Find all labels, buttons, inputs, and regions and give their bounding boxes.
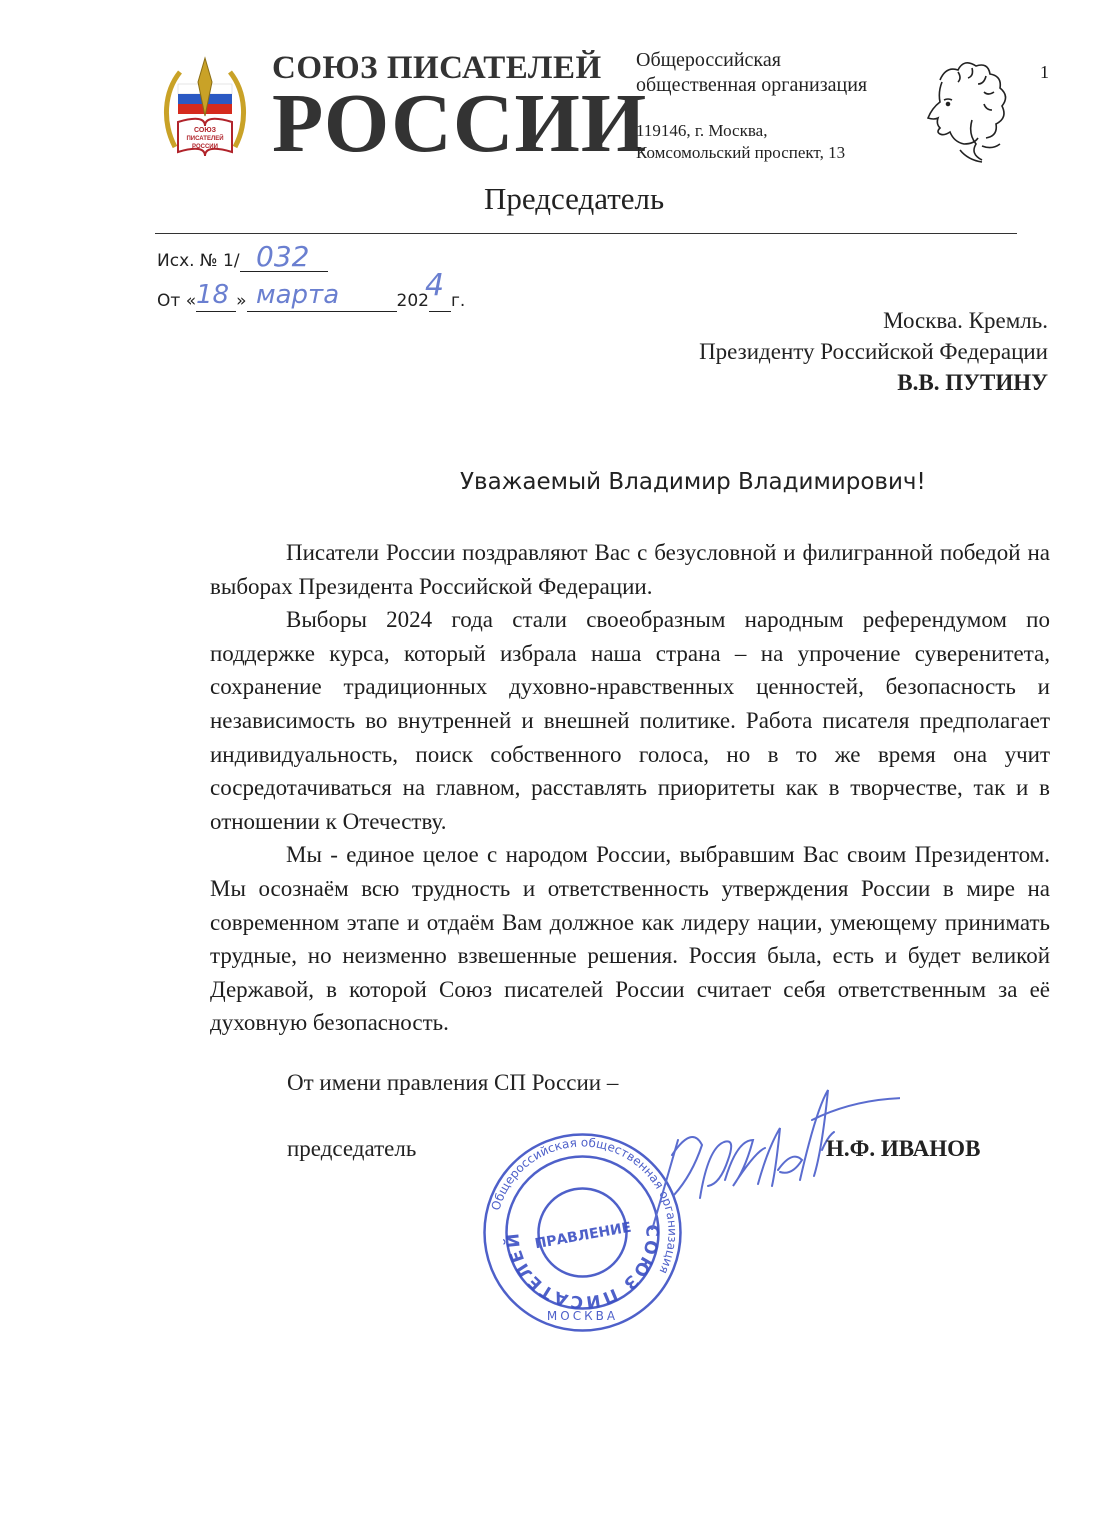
addressee-line2: Президенту Российской Федерации bbox=[699, 339, 1048, 364]
logo-text-1: СОЮЗ bbox=[194, 127, 216, 134]
pushkin-portrait-icon bbox=[900, 50, 1020, 168]
page-number: 1 bbox=[1040, 62, 1049, 82]
date-prefix: От « bbox=[157, 291, 197, 311]
date-month-handwritten: марта bbox=[256, 280, 340, 310]
letter-body bbox=[210, 536, 1050, 1040]
org-type-line2: общественная организация bbox=[636, 74, 868, 96]
outgoing-number-handwritten: 032 bbox=[256, 240, 310, 273]
date-day-handwritten: 18 bbox=[196, 280, 230, 310]
logo-text-3: РОССИИ bbox=[192, 144, 218, 150]
org-name-line2: РОССИИ bbox=[272, 77, 648, 170]
org-type-line1: Общероссийская bbox=[636, 49, 781, 71]
stamp-city: МОСКВА bbox=[546, 1309, 619, 1323]
salutation: Уважаемый Владимир Владимирович! bbox=[460, 469, 926, 495]
stamp-center-text: ПРАВЛЕНИЕ bbox=[533, 1219, 633, 1253]
org-name-line1: СОЮЗ ПИСАТЕЛЕЙ bbox=[272, 50, 602, 86]
logo-text-2: ПИСАТЕЛЕЙ bbox=[186, 136, 224, 142]
signer-name: Н.Ф. ИВАНОВ bbox=[826, 1136, 981, 1161]
signer-role: председатель bbox=[287, 1136, 417, 1161]
date-year-prefix: 202 bbox=[396, 291, 429, 311]
paragraph: Писатели России поздравляют Вас с безусловной и филигранной победой на выборах Президента Российской Федерации. bbox=[210, 540, 1050, 599]
closing-line: От имени правления СП России – bbox=[287, 1070, 619, 1095]
org-address-line2: Комсомольский проспект, 13 bbox=[636, 143, 846, 162]
letterhead-role: Председатель bbox=[484, 181, 665, 216]
paragraph: Мы - единое целое с народом России, выбравшим Вас своим Президентом. Мы осознаём всю трудность и ответственность утверждения России в мире на современном этапе и отдаём Вам должное как лидеру нации, умеющему принимать трудные, но неизменно взвешенные решения. Россия была, есть и будет великой Державой, в которой Союз писателей России считает себя ответственным за её духовную безопасность. bbox=[210, 842, 1050, 1036]
date-mid: » bbox=[236, 291, 247, 311]
addressee-name: В.В. ПУТИНУ bbox=[897, 370, 1048, 395]
header-divider bbox=[155, 233, 1017, 234]
addressee-line1: Москва. Кремль. bbox=[883, 308, 1048, 333]
paragraph: Выборы 2024 года стали своеобразным народным референдумом по поддержке курса, который избрала наша страна – на упрочение суверенитета, сохранение традиционных духовно-нравственных ценностей, безопасность и независимость во внутренней и внешней политике. Работа писателя предполагает индивидуальность, поиск собственного голоса, но в то же время она учит сосредотачиваться на главном, расставлять приоритеты как в творчестве, так и в отношении к Отечеству. bbox=[210, 607, 1050, 834]
date-year-handwritten: 4 bbox=[425, 268, 445, 303]
org-address bbox=[636, 120, 845, 164]
org-type bbox=[636, 48, 867, 98]
stamp-inner-text: СОЮЗ ПИСАТЕЛЕЙ bbox=[503, 1224, 662, 1312]
stamp-outer-text: Общероссийская общественная организация bbox=[488, 1135, 680, 1277]
org-address-line1: 119146, г. Москва, bbox=[636, 121, 768, 140]
org-logo bbox=[160, 52, 250, 162]
date-suffix: г. bbox=[450, 291, 466, 311]
outgoing-number-label: Исх. № 1/ bbox=[157, 251, 240, 271]
